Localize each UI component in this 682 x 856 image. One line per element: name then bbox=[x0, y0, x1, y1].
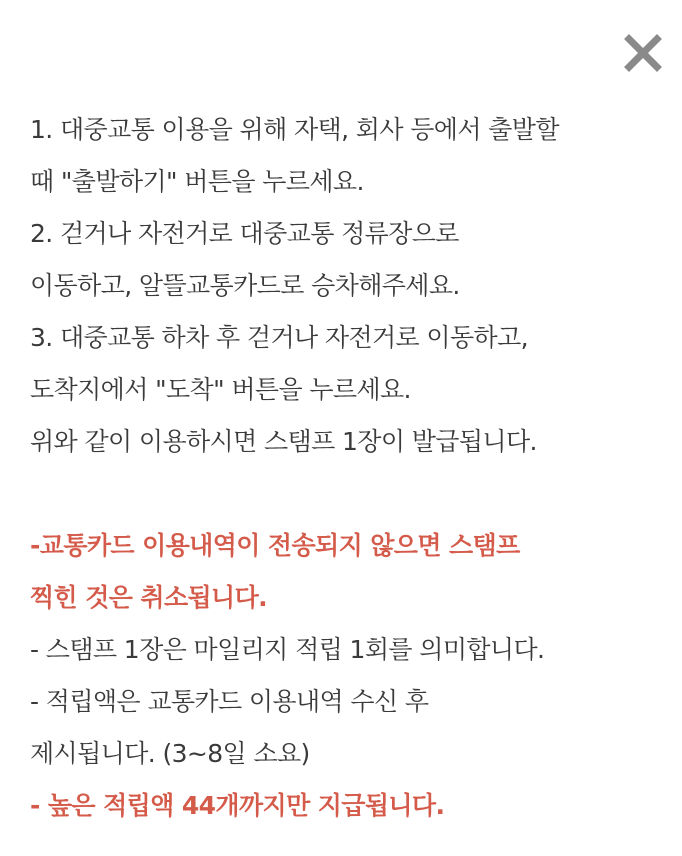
instruction-line: 때 "출발하기" 버튼을 누르세요. bbox=[30, 167, 364, 196]
warning-line: 찍힌 것은 취소됩니다. bbox=[30, 583, 268, 612]
instruction-line: 3. 대중교통 하차 후 걷거나 자전거로 이동하고, bbox=[30, 323, 528, 352]
instructions-text bbox=[30, 104, 660, 832]
spacer bbox=[30, 468, 660, 520]
note-line: 제시됩니다. (3~8일 소요) bbox=[30, 739, 310, 768]
warning-line: -교통카드 이용내역이 전송되지 않으면 스탬프 bbox=[30, 531, 520, 560]
instruction-line: 위와 같이 이용하시면 스탬프 1장이 발급됩니다. bbox=[30, 427, 537, 456]
note-line: - 적립액은 교통카드 이용내역 수신 후 bbox=[30, 687, 429, 716]
note-line: - 스탬프 1장은 마일리지 적립 1회를 의미합니다. bbox=[30, 635, 545, 664]
instruction-line: 이동하고, 알뜰교통카드로 승차해주세요. bbox=[30, 271, 460, 300]
instruction-line: 2. 걷거나 자전거로 대중교통 정류장으로 bbox=[30, 219, 459, 248]
instruction-line: 1. 대중교통 이용을 위해 자택, 회사 등에서 출발할 bbox=[30, 115, 559, 144]
instruction-line: 도착지에서 "도착" 버튼을 누르세요. bbox=[30, 375, 411, 404]
limit-warning-line: - 높은 적립액 44개까지만 지급됩니다. bbox=[30, 791, 445, 820]
close-button[interactable] bbox=[622, 32, 664, 74]
close-icon bbox=[622, 32, 664, 74]
